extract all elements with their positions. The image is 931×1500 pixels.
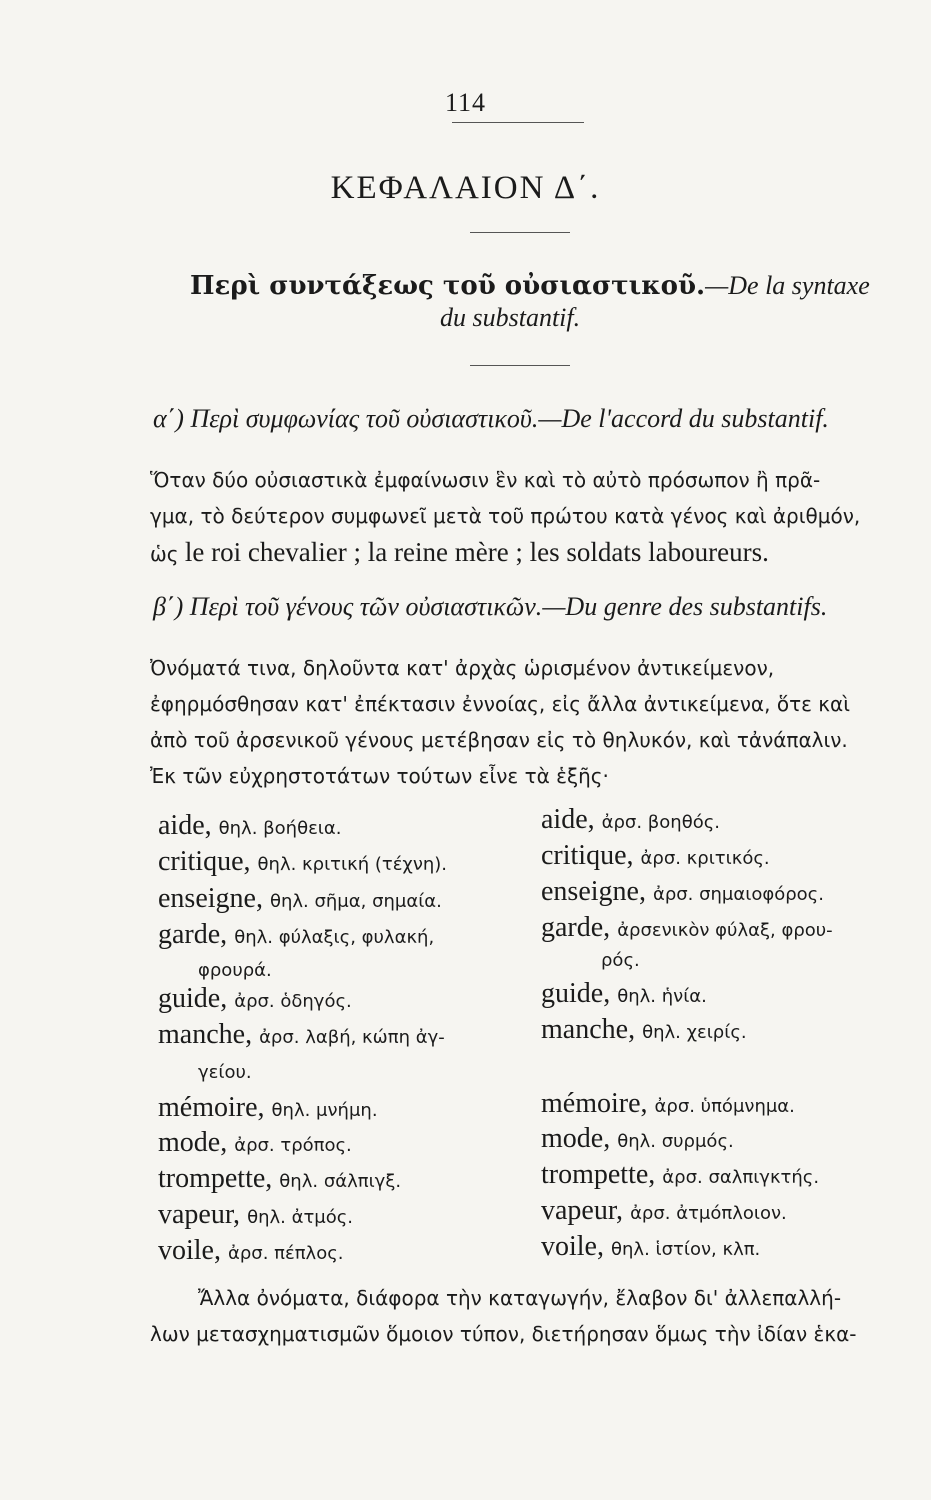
- list-item: trompette, ἀρσ. σαλπιγκτής.: [541, 1159, 820, 1190]
- paragraph-genre: [150, 650, 895, 794]
- subsection-heading-a: [153, 404, 893, 434]
- paragraph-line: γμα, τὸ δεύτερον συμφωνεῖ μετὰ τοῦ πρώτου κατὰ γένος καὶ ἀριθμόν,: [150, 504, 861, 528]
- list-item: aide, ἀρσ. βοηθός.: [541, 804, 721, 835]
- list-item: trompette, θηλ. σάλπιγξ.: [158, 1163, 402, 1194]
- greek-word: ὡς: [150, 542, 179, 566]
- french-example: le roi chevalier ; la reine mère ; les soldats laboureurs.: [184, 537, 769, 567]
- list-item-continuation: φρουρά.: [198, 960, 272, 981]
- list-item: vapeur, ἀρσ. ἀτμόπλοιον.: [541, 1195, 787, 1226]
- paragraph-accord: [150, 462, 895, 572]
- divider: [470, 365, 570, 366]
- list-item: vapeur, θηλ. ἀτμός.: [158, 1199, 354, 1230]
- chapter-title: ΚΕΦΑΛΑΙΟΝ Δ΄.: [330, 170, 601, 206]
- list-item: voile, θηλ. ἱστίον, κλπ.: [541, 1231, 761, 1262]
- subsection-b-french: —Du genre des substantifs.: [542, 592, 828, 621]
- section-greek-title: Περὶ συντάξεως τοῦ οὐσιαστικοῦ.: [190, 271, 706, 301]
- divider: [470, 232, 570, 233]
- list-item: guide, ἀρσ. ὁδηγός.: [158, 983, 352, 1014]
- list-item: mode, θηλ. συρμός.: [541, 1123, 734, 1154]
- paragraph-line: [150, 534, 895, 572]
- section-dash: —: [705, 271, 729, 300]
- subsection-a-french: —De l'accord du substantif.: [538, 404, 829, 433]
- section-heading: [190, 270, 890, 334]
- list-item: critique, θηλ. κριτική (τέχνη).: [158, 846, 448, 877]
- list-item: manche, θηλ. χειρίς.: [541, 1014, 747, 1045]
- subsection-heading-b: [153, 592, 893, 622]
- paragraph-line: Ἄλλα ὀνόματα, διάφορα τὴν καταγωγήν, ἔλαβον δι' ἀλλεπαλλή-: [198, 1286, 842, 1310]
- subsection-a-greek: α΄) Περὶ συμφωνίας τοῦ οὐσιαστικοῦ.: [153, 404, 539, 433]
- paragraph-line: Ἐκ τῶν εὐχρηστοτάτων τούτων εἶνε τὰ ἑξῆς·: [150, 764, 609, 788]
- paragraph-line: λων μετασχηματισμῶν ὅμοιον τύπον, διετήρησαν ὅμως τὴν ἰδίαν ἑκα-: [150, 1322, 857, 1346]
- paragraph-line: Ὀνόματά τινα, δηλοῦντα κατ' ἀρχὰς ὡρισμένον ἀντικείμενον,: [150, 656, 775, 680]
- list-item-continuation: ρός.: [601, 950, 640, 971]
- page-number: 114: [444, 88, 487, 117]
- list-item: mémoire, ἀρσ. ὑπόμνημα.: [541, 1088, 795, 1119]
- section-french-title: De la syntaxe: [728, 271, 870, 300]
- list-item: voile, ἀρσ. πέπλος.: [158, 1235, 344, 1266]
- list-item: critique, ἀρσ. κριτικός.: [541, 840, 770, 871]
- list-item: garde, ἀρσενικὸν φύλαξ, φρου-: [541, 912, 833, 943]
- paragraph-line: ἀπὸ τοῦ ἀρσενικοῦ γένους μετέβησαν εἰς τὸ θηλυκόν, καὶ τἀνάπαλιν.: [150, 728, 848, 752]
- subsection-b-greek: β΄) Περὶ τοῦ γένους τῶν οὐσιαστικῶν.: [153, 592, 543, 621]
- list-item: manche, ἀρσ. λαβή, κώπη ἀγ-: [158, 1019, 445, 1050]
- list-item: enseigne, ἀρσ. σημαιοφόρος.: [541, 876, 824, 907]
- list-item: garde, θηλ. φύλαξις, φυλακή,: [158, 919, 435, 950]
- list-item-continuation: γείου.: [198, 1062, 252, 1083]
- section-french-title-cont: du substantif.: [440, 303, 581, 332]
- list-item: guide, θηλ. ἡνία.: [541, 978, 707, 1009]
- list-item: aide, θηλ. βοήθεια.: [158, 810, 342, 841]
- list-item: mode, ἀρσ. τρόπος.: [158, 1127, 352, 1158]
- paragraph-other-nouns: [150, 1280, 895, 1352]
- divider: [452, 122, 584, 123]
- paragraph-line: Ὅταν δύο οὐσιαστικὰ ἐμφαίνωσιν ἓν καὶ τὸ αὐτὸ πρόσωπον ἢ πρᾶ-: [150, 468, 821, 492]
- list-item: mémoire, θηλ. μνήμη.: [158, 1092, 378, 1123]
- paragraph-line: ἐφηρμόσθησαν κατ' ἐπέκτασιν ἐννοίας, εἰς ἄλλα ἀντικείμενα, ὅτε καὶ: [150, 692, 851, 716]
- list-item: enseigne, θηλ. σῆμα, σημαία.: [158, 883, 442, 914]
